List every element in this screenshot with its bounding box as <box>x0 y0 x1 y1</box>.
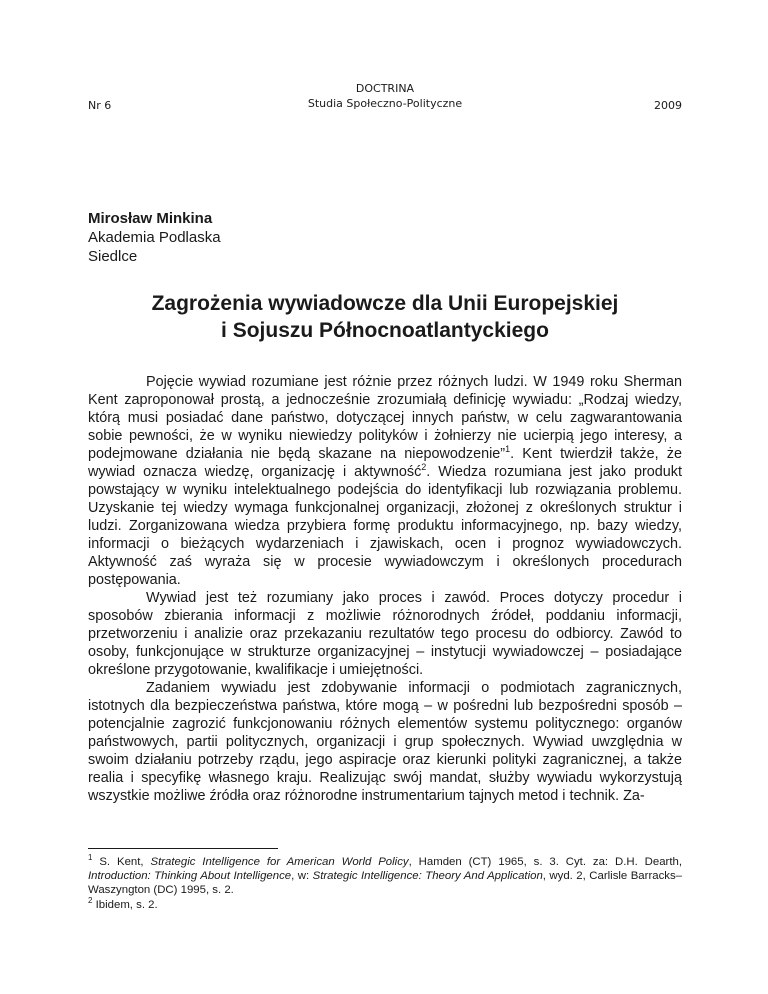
publication-year: 2009 <box>654 99 682 112</box>
article-body <box>88 373 682 805</box>
paragraph-1-text-b: . Kent twierdził także, że wywiad oznacza wiedzę, organizację i aktywność <box>88 446 683 480</box>
footnote-1-text-a: S. Kent, <box>92 856 151 868</box>
paragraph-1-text-a: Pojęcie wywiad rozumiane jest różnie przez różnych ludzi. W 1949 roku Sherman Kent zaproponował prostą, a jednocześnie zrozumiałą definicję wywiadu: „Rodzaj wiedzy, którą musi posiadać dane państwo, dotyczącej innych państw, w celu zagwarantowania sobie pewności, że w wyniku niewiedzy polityków i żołnierzy nie ucierpią jego interesy, a podejmowane działania nie będą skazane na niepowodzenie” <box>88 374 682 462</box>
author-city: Siedlce <box>88 248 138 265</box>
paragraph-3: Zadaniem wywiadu jest zdobywanie informacji o podmiotach zagranicznych, istotnych dla bezpieczeństwa państwa, które mogą – w pośredni lub bezpośredni sposób – potencjalnie zagrozić funkcjonowaniu różnych elementów systemu politycznego: organów państwowych, partii politycznych, organizacji i grup społecznych. Wywiad uwzględnia w swoim działaniu potrzeby rządu, jego aspiracje oraz kierunki polityki zagranicznej, a także realia i specyfikę własnego kraju. Realizując swój mandat, służby wywiadu wykorzystują wszystkie możliwe źródła oraz różnorodne instrumentarium tajnych metod i technik. Za- <box>88 680 682 804</box>
footnote-1-number: 1 <box>88 853 93 863</box>
footnote-separator <box>88 848 278 849</box>
journal-heading <box>88 81 682 111</box>
issue-number: Nr 6 <box>88 99 112 112</box>
author-block <box>88 209 221 266</box>
footnote-1-text-c: , w: <box>291 870 313 883</box>
journal-subtitle: Studia Społeczno-Polityczne <box>307 97 463 110</box>
journal-name: DOCTRINA <box>355 82 415 95</box>
author-institution: Akademia Podlaska <box>88 229 221 246</box>
running-header <box>88 81 682 115</box>
footnote-2-number: 2 <box>88 895 93 905</box>
paragraph-1 <box>88 373 682 589</box>
article-title-line-1: Zagrożenia wywiadowcze dla Unii Europejskiej <box>151 292 619 315</box>
footnote-1-text-b: , Hamden (CT) 1965, s. 3. Cyt. za: D.H. Dearth, <box>408 856 682 868</box>
footnote-1-text-d: , wyd. 2, Carlisle Barracks–Waszyngton (DC) 1995, s. 2. <box>88 870 682 897</box>
author-name: Mirosław Minkina <box>88 210 213 227</box>
article-title <box>88 290 682 344</box>
footnote-ref-2: 2 <box>421 462 427 473</box>
footnote-1-title-1: Strategic Intelligence for American World Policy <box>150 856 409 868</box>
footnote-2-text: Ibidem, s. 2. <box>92 898 158 911</box>
article-title-line-2: i Sojuszu Północnoatlantyckiego <box>221 319 549 342</box>
footnote-2 <box>88 895 682 912</box>
footnote-1-title-2: Introduction: Thinking About Intelligence <box>88 870 292 883</box>
paragraph-1-text-c: . Wiedza rozumiana jest jako produkt powstający w wyniku intelektualnego podejścia do identyfikacji lub rozwiązania problemu. Uzyskanie tej wiedzy wymaga funkcjonalnej organizacji, złożonej z określonych struktur i ludzi. Zorganizowana wiedza przybiera formę produktu informacyjnego, np. bazy wiedzy, informacji o bieżących wydarzeniach i zjawiskach, ocen i prognoz wywiadowczych. Aktywność zaś wyraża się w procesie wywiadowczym i określonych procedurach postępowania. <box>88 464 682 588</box>
footnotes <box>88 855 682 912</box>
footnote-1-title-3: Strategic Intelligence: Theory And Application <box>312 870 543 883</box>
footnote-ref-1: 1 <box>505 444 511 455</box>
footnote-1 <box>88 855 682 898</box>
paragraph-2: Wywiad jest też rozumiany jako proces i zawód. Proces dotyczy procedur i sposobów zbierania informacji z możliwie różnorodnych źródeł, poddaniu informacji, przetworzeniu i analizie oraz przekazaniu rezultatów tego procesu do odbiorcy. Zawód to osoby, funkcjonujące w strukturze organizacyjnej – instytucji wywiadowczej – posiadające określone przygotowanie, kwalifikacje i umiejętności. <box>88 590 682 678</box>
